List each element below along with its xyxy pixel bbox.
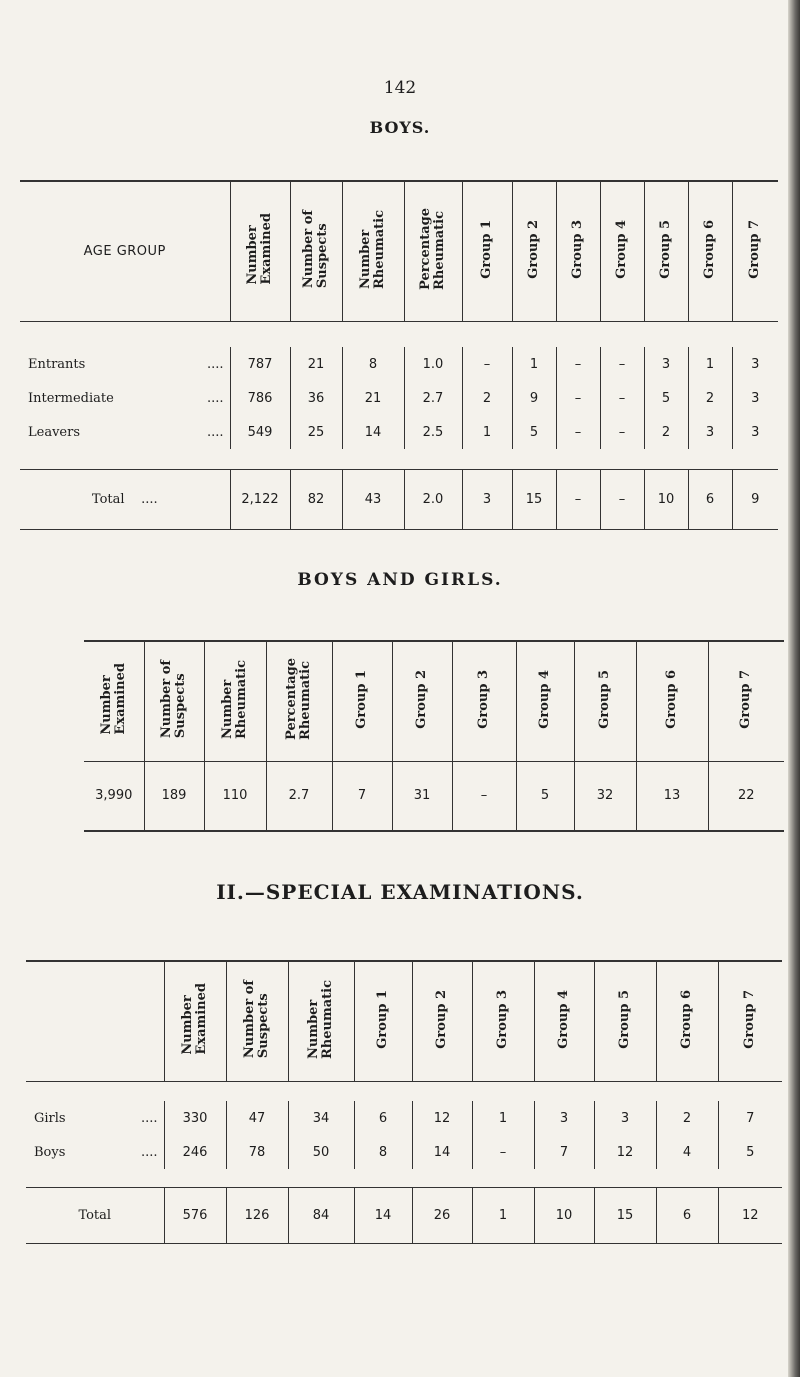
- table-row: [84, 761, 784, 831]
- total-label: Total: [26, 1187, 164, 1243]
- col-header: Group 5: [594, 961, 656, 1081]
- cell: 786: [230, 381, 290, 415]
- boys-table: [20, 180, 778, 530]
- cell: 2.7: [404, 381, 462, 415]
- cell: 31: [392, 761, 452, 831]
- col-header: Group 1: [354, 961, 412, 1081]
- table-row: [26, 1135, 782, 1169]
- cell: 5: [644, 381, 688, 415]
- col-header: Group 3: [556, 181, 600, 321]
- cell: 9: [512, 381, 556, 415]
- cell: –: [472, 1135, 534, 1169]
- col-header: Number of Suspects: [144, 641, 204, 761]
- cell: –: [600, 415, 644, 449]
- col-header: Number Examined: [84, 641, 144, 761]
- cell: 5: [516, 761, 574, 831]
- cell: 8: [342, 347, 404, 381]
- col-header: Percentage Rheumatic: [404, 181, 462, 321]
- row-label: Girls ....: [26, 1101, 164, 1135]
- cell: 26: [412, 1187, 472, 1243]
- cell: –: [556, 381, 600, 415]
- cell: 47: [226, 1101, 288, 1135]
- cell: 50: [288, 1135, 354, 1169]
- row-label: Entrants ....: [20, 347, 230, 381]
- col-header: Group 5: [644, 181, 688, 321]
- cell: 12: [718, 1187, 782, 1243]
- col-header: Number Examined: [164, 961, 226, 1081]
- cell: 110: [204, 761, 266, 831]
- total-row: [26, 1187, 782, 1243]
- cell: 126: [226, 1187, 288, 1243]
- cell: 3: [534, 1101, 594, 1135]
- col-header: Group 3: [452, 641, 516, 761]
- col-header: Group 6: [688, 181, 732, 321]
- cell: 8: [354, 1135, 412, 1169]
- cell: 25: [290, 415, 342, 449]
- cell: –: [556, 469, 600, 529]
- col-header: Number of Suspects: [226, 961, 288, 1081]
- cell: 15: [512, 469, 556, 529]
- cell: 14: [354, 1187, 412, 1243]
- table-row: [20, 415, 778, 449]
- cell: 2: [688, 381, 732, 415]
- cell: 3: [644, 347, 688, 381]
- cell: 12: [594, 1135, 656, 1169]
- cell: 22: [708, 761, 784, 831]
- special-examinations-table: [26, 960, 782, 1244]
- cell: 189: [144, 761, 204, 831]
- boys-and-girls-heading: BOYS AND GIRLS.: [297, 570, 503, 590]
- cell: 2: [656, 1101, 718, 1135]
- cell: 82: [290, 469, 342, 529]
- cell: 787: [230, 347, 290, 381]
- col-header: Percentage Rheumatic: [266, 641, 332, 761]
- age-group-header: AGE GROUP: [20, 181, 230, 321]
- col-header: Group 1: [462, 181, 512, 321]
- cell: 6: [688, 469, 732, 529]
- page-number: 142: [383, 78, 417, 98]
- total-row: [20, 469, 778, 529]
- cell: 9: [732, 469, 778, 529]
- cell: 13: [636, 761, 708, 831]
- cell: 2,122: [230, 469, 290, 529]
- cell: 32: [574, 761, 636, 831]
- cell: 2: [644, 415, 688, 449]
- cell: 330: [164, 1101, 226, 1135]
- cell: 10: [534, 1187, 594, 1243]
- col-header: Number Rheumatic: [204, 641, 266, 761]
- cell: 576: [164, 1187, 226, 1243]
- special-examinations-heading: II.—SPECIAL EXAMINATIONS.: [216, 880, 584, 904]
- cell: 12: [412, 1101, 472, 1135]
- cell: 14: [342, 415, 404, 449]
- row-label: Intermediate ....: [20, 381, 230, 415]
- boys-heading: BOYS.: [369, 118, 431, 137]
- cell: 2.7: [266, 761, 332, 831]
- total-label: Total ....: [20, 469, 230, 529]
- cell: 6: [354, 1101, 412, 1135]
- cell: 1: [462, 415, 512, 449]
- cell: 1: [472, 1187, 534, 1243]
- col-header: Group 6: [636, 641, 708, 761]
- col-header: Group 7: [732, 181, 778, 321]
- cell: 5: [512, 415, 556, 449]
- cell: 78: [226, 1135, 288, 1169]
- row-label: Boys ....: [26, 1135, 164, 1169]
- cell: 3: [732, 347, 778, 381]
- col-header: Group 2: [412, 961, 472, 1081]
- col-header: Group 7: [718, 961, 782, 1081]
- col-header: Group 2: [392, 641, 452, 761]
- cell: 7: [332, 761, 392, 831]
- cell: 7: [534, 1135, 594, 1169]
- col-header: Group 3: [472, 961, 534, 1081]
- col-header: Group 6: [656, 961, 718, 1081]
- col-header: Group 7: [708, 641, 784, 761]
- cell: –: [556, 347, 600, 381]
- cell: 21: [290, 347, 342, 381]
- cell: –: [556, 415, 600, 449]
- cell: 3: [462, 469, 512, 529]
- col-header: Group 5: [574, 641, 636, 761]
- cell: 3: [688, 415, 732, 449]
- row-label-header: [26, 961, 164, 1081]
- cell: 15: [594, 1187, 656, 1243]
- cell: 34: [288, 1101, 354, 1135]
- cell: 36: [290, 381, 342, 415]
- col-header: Number of Suspects: [290, 181, 342, 321]
- col-header: Number Rheumatic: [288, 961, 354, 1081]
- cell: 21: [342, 381, 404, 415]
- table-row: [26, 1101, 782, 1135]
- col-header: Group 4: [600, 181, 644, 321]
- table-row: [20, 381, 778, 415]
- cell: –: [452, 761, 516, 831]
- row-label: Leavers ....: [20, 415, 230, 449]
- col-header: Number Examined: [230, 181, 290, 321]
- page-edge-shadow: [788, 0, 800, 1377]
- col-header: Group 2: [512, 181, 556, 321]
- cell: –: [600, 381, 644, 415]
- cell: 4: [656, 1135, 718, 1169]
- cell: 84: [288, 1187, 354, 1243]
- cell: 10: [644, 469, 688, 529]
- cell: 1: [512, 347, 556, 381]
- cell: 3: [594, 1101, 656, 1135]
- cell: 1: [688, 347, 732, 381]
- cell: 6: [656, 1187, 718, 1243]
- cell: 1: [472, 1101, 534, 1135]
- cell: 2.0: [404, 469, 462, 529]
- cell: 14: [412, 1135, 472, 1169]
- cell: –: [600, 469, 644, 529]
- cell: –: [462, 347, 512, 381]
- col-header: Number Rheumatic: [342, 181, 404, 321]
- cell: 3: [732, 415, 778, 449]
- cell: 2.5: [404, 415, 462, 449]
- cell: 3: [732, 381, 778, 415]
- boys-and-girls-table: [84, 640, 784, 832]
- cell: 43: [342, 469, 404, 529]
- cell: 7: [718, 1101, 782, 1135]
- cell: 549: [230, 415, 290, 449]
- cell: 2: [462, 381, 512, 415]
- cell: 1.0: [404, 347, 462, 381]
- col-header: Group 4: [516, 641, 574, 761]
- table-row: [20, 347, 778, 381]
- col-header: Group 1: [332, 641, 392, 761]
- cell: 5: [718, 1135, 782, 1169]
- cell: 246: [164, 1135, 226, 1169]
- col-header: Group 4: [534, 961, 594, 1081]
- cell: 3,990: [84, 761, 144, 831]
- cell: –: [600, 347, 644, 381]
